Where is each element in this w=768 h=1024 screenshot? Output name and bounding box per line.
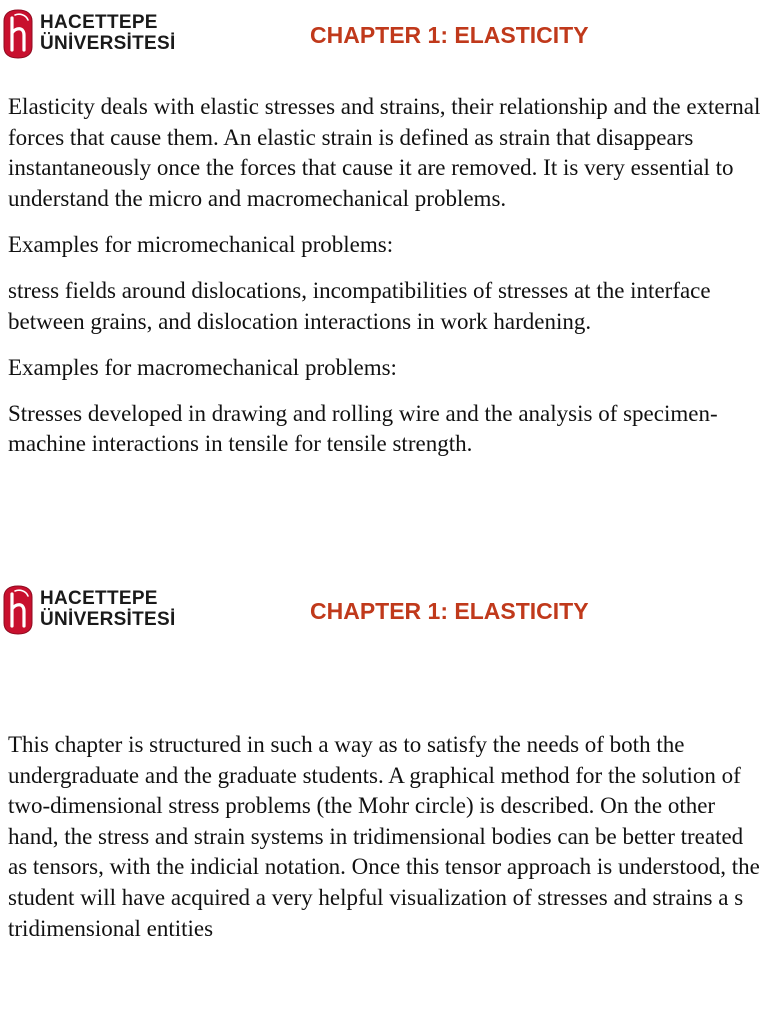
- chapter-title: CHAPTER 1: ELASTICITY: [310, 22, 589, 48]
- chapter-title: CHAPTER 1: ELASTICITY: [310, 598, 589, 624]
- university-logo: [2, 585, 176, 635]
- logo-line-1: HACETTEPE: [40, 588, 158, 609]
- slide-body: [8, 92, 763, 475]
- university-logo: [2, 9, 176, 59]
- paragraph: Stresses developed in drawing and rolling wire and the analysis of specimen-machine interactions in tensile for tensile strength.: [8, 400, 718, 457]
- logo-line-1: HACETTEPE: [40, 12, 158, 33]
- logo-text: [40, 588, 176, 630]
- paragraph: Elasticity deals with elastic stresses and strains, their relationship and the external forces that cause them. An elastic strain is defined as strain that disappears instantaneously once the forces that cause it are removed. It is very essential to understand the micro and macromechanical problems.: [8, 94, 761, 211]
- slide-header: [0, 576, 768, 646]
- hacettepe-emblem-icon: [2, 585, 34, 635]
- paragraph: This chapter is structured in such a way as to satisfy the needs of both the undergraduate and the graduate students. A graphical method for the solution of two-dimensional stress problems (the Mohr circle) is described. On the other hand, the stress and strain systems in tridimensional bodies can be better treated as tensors, with the indicial notation. Once this tensor approach is understood, the student will have acquired a very helpful visualization of stresses and strains a s tridimensional entities: [8, 732, 760, 941]
- slide-2: [0, 576, 768, 1024]
- logo-text: [40, 12, 176, 54]
- logo-line-2: ÜNİVERSİTESİ: [40, 609, 176, 630]
- logo-line-2: ÜNİVERSİTESİ: [40, 33, 176, 54]
- paragraph: stress fields around dislocations, incompatibilities of stresses at the interface between grains, and dislocation interactions in work hardening.: [8, 277, 711, 334]
- hacettepe-emblem-icon: [2, 9, 34, 59]
- paragraph: Examples for micromechanical problems:: [8, 231, 394, 257]
- slide-header: [0, 0, 768, 70]
- paragraph: Examples for macromechanical problems:: [8, 354, 397, 380]
- slide-body: [8, 730, 763, 960]
